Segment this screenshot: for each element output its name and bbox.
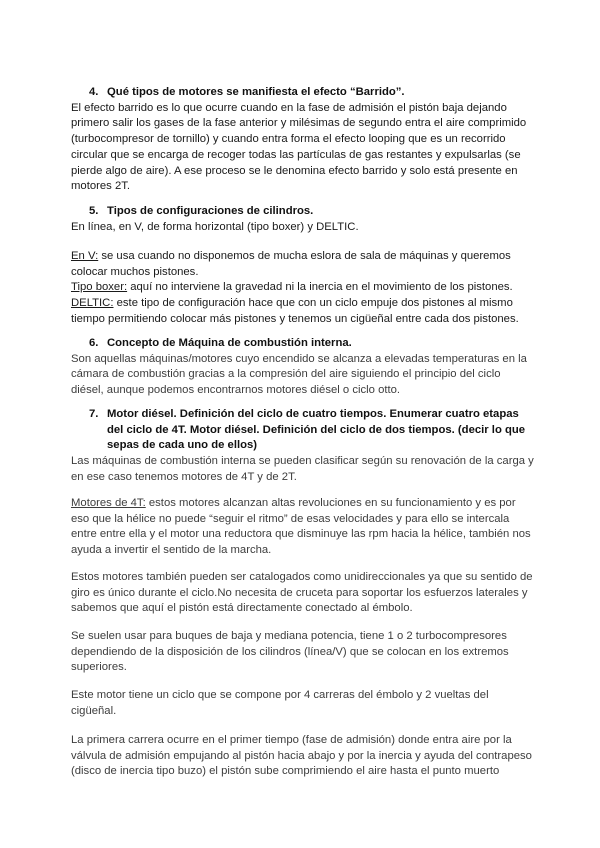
paragraph-line: cámara de combustión gracias a la compresión del aire siguiendo el principio del ciclo — [71, 368, 501, 381]
section-5 — [71, 204, 541, 235]
section-7 — [71, 407, 541, 486]
paragraph-line: (disco de inercia tipo buzo) el pistón sube comprimiendo el aire hasta el punto muerto — [71, 765, 500, 778]
paragraph-line: primero salir los gases de la fase anterior y milésimas de segundo entra el aire comprimido — [71, 117, 527, 130]
config-deltic — [71, 296, 541, 312]
paragraph-line: Este motor tiene un ciclo que se compone por 4 carreras del émbolo y 2 vueltas del — [71, 689, 489, 701]
paragraph-line: pierde algo de aire). A ese proceso se le denomina efecto barrido y solo está presente en — [71, 164, 518, 177]
heading-number: 4. — [89, 86, 99, 98]
paragraph-ciclo — [71, 688, 541, 719]
config-text: este tipo de configuración hace que con un ciclo empuje dos pistones al mismo — [113, 297, 513, 310]
paragraph-line: El efecto barrido es lo que ocurre cuando en la fase de admisión el pistón baja dejando — [71, 101, 507, 114]
heading-number: 5. — [89, 205, 99, 217]
heading-text: Concepto de Máquina de combustión interna. — [107, 337, 352, 349]
paragraph-line: Se suelen usar para buques de baja y mediana potencia, tiene 1 o 2 turbocompresores — [71, 630, 507, 642]
paragraph-line: dependiendo de la disposición de los cilindros (línea/V) que se colocan en los extremos — [71, 645, 509, 658]
term-label: Motores de 4T: — [71, 497, 146, 509]
paragraph-line: Son aquellas máquinas/motores cuyo encendido se alcanza a elevadas temperaturas en la — [71, 352, 527, 365]
heading-text: sepas de cada uno de ellos) — [107, 439, 258, 452]
config-label: DELTIC: — [71, 297, 114, 310]
paragraph-line: Estos motores también pueden ser catalogados como unidireccionales ya que su sentido de — [71, 571, 533, 583]
heading-text: Tipos de configuraciones de cilindros. — [107, 205, 314, 217]
paragraph-line: en ese caso tenemos motores de 4T y de 2T. — [71, 470, 297, 483]
paragraph-line: válvula de admisión empujando al pistón hacia abajo y por la inercia y ayuda del contrapeso — [71, 749, 532, 762]
config-text: se usa cuando no disponemos de mucha eslora de sala de máquinas y queremos — [98, 250, 511, 262]
heading-text: Qué tipos de motores se manifiesta el efecto “Barrido”. — [107, 86, 405, 98]
paragraph-line: diésel, aunque podemos encontrarnos motores diésel o ciclo otto. — [71, 384, 401, 397]
section-heading — [71, 85, 541, 101]
paragraph-line: eso que la hélice no puede “seguir el ritmo” de esas velocidades y para ello se intercala — [71, 512, 510, 525]
paragraph-catalog — [71, 570, 541, 617]
paragraph-line: circular que se encarga de recoger todas las partículas de gas restantes y expulsarlas (se — [71, 148, 521, 161]
paragraph-line: colocar muchos pistones. — [71, 265, 199, 278]
heading-number: 6. — [89, 337, 99, 349]
paragraph-line: En línea, en V, de forma horizontal (tipo boxer) y DELTIC. — [71, 220, 359, 233]
cylinder-config-list — [71, 249, 541, 328]
section-heading — [71, 204, 541, 220]
paragraph-carrera — [71, 733, 541, 780]
section-heading — [71, 336, 541, 352]
paragraph-line: entre entre ella y el motor una reductora que disminuye las rpm hacia la hélice, también nos — [71, 528, 531, 541]
paragraph-line: La primera carrera ocurre en el primer tiempo (fase de admisión) donde entra aire por la — [71, 734, 512, 746]
config-en-v — [71, 249, 541, 265]
paragraph-line — [71, 496, 541, 512]
heading-text: del ciclo de 4T. Motor diésel. Definición del ciclo de dos tiempos. (decir lo que — [107, 423, 526, 436]
section-heading — [71, 407, 541, 423]
section-6 — [71, 336, 541, 399]
paragraph-line: cigüeñal. — [71, 704, 117, 717]
heading-text: Motor diésel. Definición del ciclo de cuatro tiempos. Enumerar cuatro etapas — [107, 408, 519, 420]
paragraph-line: ayuda a invertir el sentido de la marcha. — [71, 544, 272, 557]
paragraph-line: superiores. — [71, 661, 127, 674]
section-4 — [71, 85, 541, 195]
config-text: aquí no interviene la gravedad ni la inercia en el movimiento de los pistones. — [127, 281, 513, 294]
term-text: estos motores alcanzan altas revoluciones en su funcionamiento y es por — [145, 497, 516, 509]
paragraph-line: motores 2T. — [71, 180, 131, 193]
config-boxer — [71, 280, 541, 296]
paragraph-line: sabemos que aquí el pistón está directamente conectado al émbolo. — [71, 602, 413, 615]
config-label: Tipo boxer: — [71, 281, 128, 294]
paragraph-line: tiempo permitiendo colocar más pistones y tenemos un cigüeñal entre cada dos pistones. — [71, 312, 519, 325]
config-label: En V: — [71, 250, 99, 262]
paragraph-buques — [71, 629, 541, 676]
paragraph-line: (turbocompresor de tornillo) y cuando entra forma el efecto looping que es un recorrido — [71, 133, 506, 146]
paragraph-motores-4t — [71, 496, 541, 559]
paragraph-line: Las máquinas de combustión interna se pueden clasificar según su renovación de la carga y — [71, 455, 534, 468]
heading-number: 7. — [89, 408, 99, 420]
paragraph-line: giro es único durante el ciclo.No necesita de cruceta para soportar los esfuerzos laterales y — [71, 586, 528, 599]
